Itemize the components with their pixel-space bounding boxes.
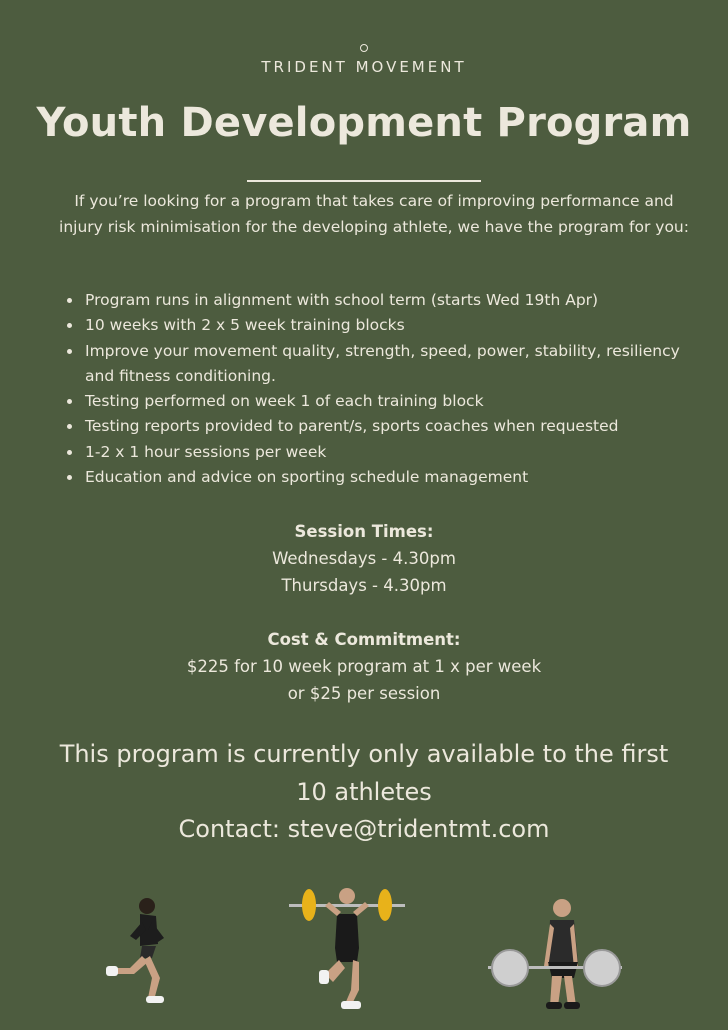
cost-line: $225 for 10 week program at 1 x per week: [186, 657, 542, 676]
runner-figure: [100, 892, 180, 1012]
page-title: Youth Development Program: [36, 100, 692, 146]
list-item: 1-2 x 1 hour sessions per week: [66, 440, 696, 465]
cost-commitment: [0, 626, 728, 707]
logo-dot-icon: [360, 44, 368, 52]
session-line: Thursdays - 4.30pm: [281, 576, 447, 595]
session-heading: Session Times:: [294, 522, 434, 541]
list-item: Testing reports provided to parent/s, sports coaches when requested: [66, 414, 696, 439]
brand-logo: [0, 44, 728, 77]
list-item: Education and advice on sporting schedule management: [66, 465, 696, 490]
notice-line: 10 athletes: [296, 777, 432, 806]
list-item: 10 weeks with 2 x 5 week training blocks: [66, 313, 696, 338]
athlete-photos: [0, 880, 728, 1020]
cost-heading: Cost & Commitment:: [267, 630, 461, 649]
session-times: [0, 518, 728, 599]
deadlift-figure: [482, 896, 627, 1016]
title-divider: [247, 180, 481, 182]
cost-line: or $25 per session: [287, 684, 441, 703]
feature-list: [66, 288, 696, 490]
list-item: Improve your movement quality, strength, speed, power, stability, resiliency and fitness conditioning.: [66, 339, 696, 390]
availability-notice: [40, 736, 688, 849]
list-item: Testing performed on week 1 of each training block: [66, 389, 696, 414]
logo-text: TRIDENT MOVEMENT: [261, 58, 467, 76]
notice-line: This program is currently only available to the first: [59, 740, 669, 768]
contact-email[interactable]: Contact: steve@tridentmt.com: [178, 815, 550, 843]
intro-paragraph: If you’re looking for a program that takes care of improving performance and injury risk minimisation for the developing athlete, we have the program for you:: [59, 192, 689, 236]
session-line: Wednesdays - 4.30pm: [272, 549, 456, 568]
list-item: Program runs in alignment with school term (starts Wed 19th Apr): [66, 288, 696, 313]
lifter-figure: [285, 882, 410, 1017]
